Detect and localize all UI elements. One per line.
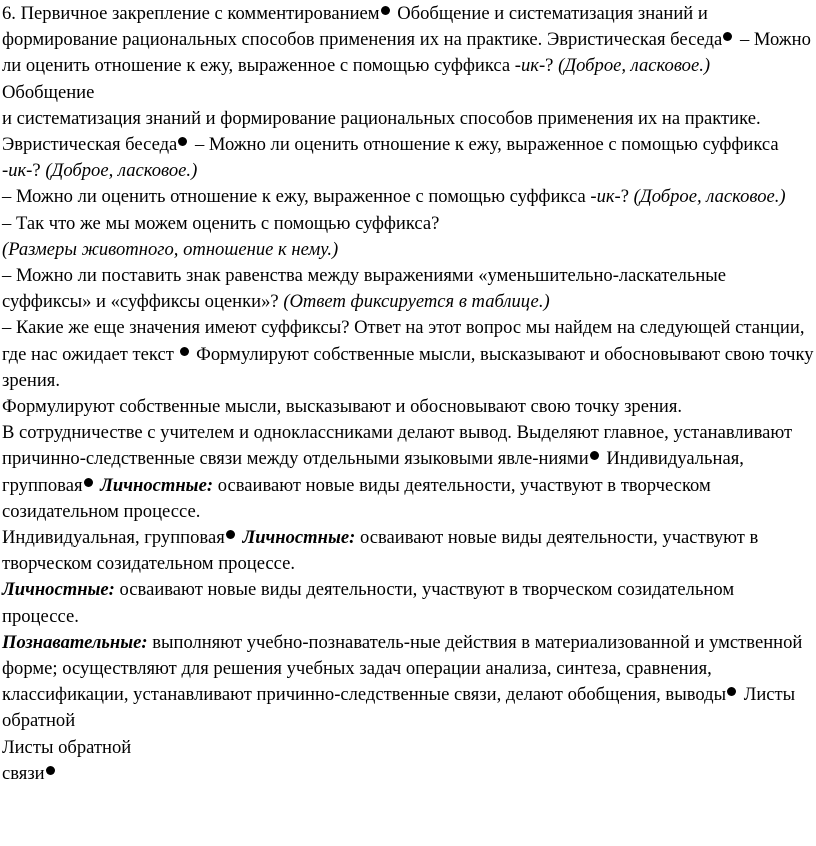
suffix-text: -ик- — [514, 55, 546, 77]
bullet-icon — [226, 530, 235, 539]
paragraph-feedback — [2, 735, 814, 761]
question-text: – Так что же мы можем оценить с помощью суффикса? — [2, 212, 440, 234]
generalization-text: Обобщение — [397, 3, 490, 24]
answer-text: (Доброе, ласковое.) — [558, 55, 711, 77]
bullet-icon — [381, 6, 390, 15]
suffix-text: -ик- — [590, 186, 621, 208]
paragraph-cognitive — [2, 630, 814, 735]
paragraph-cooperation — [2, 420, 814, 525]
bullet-icon — [178, 137, 187, 146]
feedback-sheets-text: Листы обратной — [2, 736, 132, 758]
systematization-text: и систематизация знаний и формирование рациональных способов применения их на практике. — [2, 3, 708, 51]
feedback-link-text: связи — [2, 762, 45, 784]
personal-label: Личностные: — [2, 579, 115, 601]
paragraph-dialog-q4 — [2, 315, 814, 394]
document-page — [2, 1, 814, 787]
cognitive-text: выполняют учебно-познаватель-ные действия в материализованной и умственной форме; осуществляют для решения учебных задач операции анализа, синтеза, сравнения, классификации, устанавливают причинно-следственные связи, делают обобщения, выводы — [2, 631, 803, 706]
cooperation-text: В сотрудничестве с учителем и одноклассниками делают вывод. Выделяют главное, устанавливают причинно-следственные связи между отдельными языковыми явле-ниями — [2, 422, 793, 470]
systematization-text: и систематизация знаний и формирование рациональных способов применения их на практике. — [2, 107, 761, 129]
paragraph-personal — [2, 577, 814, 629]
method-text: Эвристическая беседа — [546, 29, 723, 51]
paragraph-dialog-a2 — [2, 237, 814, 263]
paragraph-stage — [2, 1, 814, 80]
bullet-icon — [84, 478, 93, 487]
question-text: – Можно ли оценить отношение к ежу, выраженное с помощью суффикса — [194, 134, 779, 156]
work-form-text: Индивидуальная, групповая — [2, 527, 225, 549]
students-formulate-text: Формулируют собственные мысли, высказывают и обосновывают свою точку зрения. — [2, 396, 683, 418]
question-mark: ? — [32, 160, 41, 182]
answer-text: (Доброе, ласковое.) — [45, 160, 198, 182]
paragraph-dialog-q2 — [2, 211, 814, 237]
personal-label: Личностные: — [242, 527, 356, 549]
bullet-icon — [46, 766, 55, 775]
personal-text: осваивают новые виды деятельности, участвуют в творческом созидательном процессе. — [2, 579, 735, 627]
bullet-icon — [180, 347, 189, 356]
paragraph-formulate — [2, 394, 814, 420]
method-text: Эвристическая беседа — [2, 134, 178, 156]
question-text: – Какие же еще значения имеют суффиксы? Ответ на этот вопрос мы найдем на следующей станции, где нас ожидает текст — [2, 317, 805, 365]
work-form-text: Индивидуальная, групповая — [2, 448, 744, 496]
question-text: – Можно ли поставить знак равенства между выражениями «уменьшительно-ласкательные суффиксы» и «суффиксы оценки»? — [2, 265, 727, 313]
personal-label: Личностные: — [100, 474, 214, 496]
generalization-text: Обобщение — [2, 81, 95, 103]
paragraph-work-form — [2, 525, 814, 577]
question-mark: ? — [620, 186, 634, 208]
paragraph-feedback-link — [2, 761, 814, 787]
question-text: – Можно ли оценить отношение к ежу, выраженное с помощью суффикса — [2, 186, 591, 208]
bullet-icon — [727, 687, 736, 696]
personal-text: осваивают новые виды деятельности, участвуют в творческом созидательном процессе. — [2, 474, 711, 522]
cognitive-label: Познавательные: — [2, 631, 148, 653]
paragraph-dialog-q1 — [2, 184, 814, 210]
paragraph-dialog-q3 — [2, 263, 814, 315]
paragraph-systematization-1 — [2, 106, 814, 185]
suffix-text: -ик- — [2, 160, 33, 182]
personal-text: осваивают новые виды деятельности, участвуют в творческом созидательном процессе. — [2, 527, 759, 575]
question-text: – Можно ли оценить отношение к ежу, выраженное с помощью суффикса — [2, 29, 811, 77]
bullet-icon — [723, 32, 732, 41]
feedback-sheets-text: Листы обратной — [2, 684, 796, 732]
answer-text: (Ответ фиксируется в таблице.) — [283, 291, 550, 313]
bullet-icon — [590, 451, 599, 460]
answer-text: (Размеры животного, отношение к нему.) — [2, 238, 339, 260]
question-mark: ? — [545, 55, 554, 77]
stage-title: 6. Первичное закрепление с комментированием — [2, 3, 380, 24]
paragraph-generalization-1 — [2, 80, 814, 106]
students-formulate-text: Формулируют собственные мысли, высказывают и обосновывают свою точку зрения. — [2, 343, 814, 391]
answer-text: (Доброе, ласковое.) — [633, 186, 786, 208]
